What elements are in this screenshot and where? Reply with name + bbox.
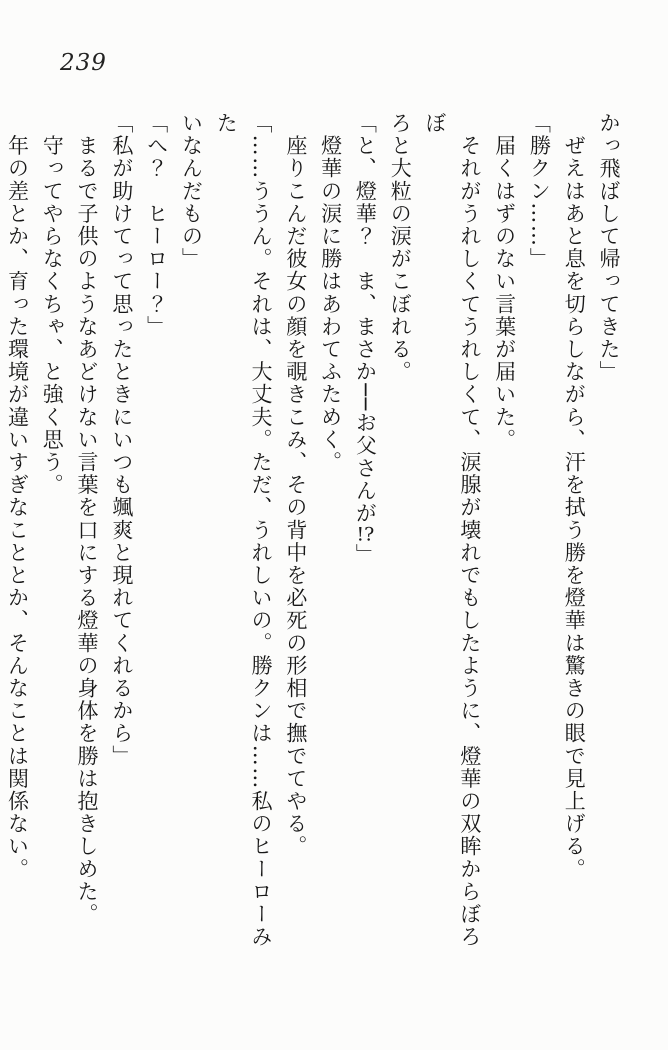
text-line: 「私が助けてって思ったときにいつも颯爽と現れてくれるから」: [109, 112, 134, 768]
text-line: 守ってやらなくちゃ、と強く思う。: [40, 112, 65, 497]
page-number: 239: [60, 50, 107, 76]
text-line: 「と、燈華？ ま、まさか──お父さんが!?」: [353, 112, 378, 567]
text-line: まるで子供のようなあどけない言葉を口にする燈華の身体を勝は抱きしめた。: [75, 112, 100, 926]
tate-chu-yoko-exclamation-question: !?: [356, 524, 375, 544]
text-line: 「勝クン……」: [527, 112, 552, 271]
text-block: [0, 112, 626, 970]
text-line: それがうれしくてうれしくて、涙腺が壊れでもしたように、燈華の双眸からぼろぼ: [423, 112, 482, 949]
text-line: ぜえはあと息を切らしながら、汗を拭う勝を燈華は驚きの眼で見上げる。: [562, 112, 587, 881]
text-line: 燈華の涙に勝はあわてふためく。: [318, 112, 343, 474]
text-line: いなんだもの」: [179, 112, 204, 271]
text-line: 年の差とか、育った環境が違いすぎなこととか、そんなことは関係ない。: [5, 112, 30, 881]
text-line: 座りこんだ彼女の顔を覗きこみ、その背中を必死の形相で撫でてやる。: [283, 112, 308, 858]
text-line: 「……ううん。それは、大丈夫。ただ、うれしいの。勝クンは……私のヒーローみた: [214, 112, 274, 949]
text-line: 「へ？ ヒーロー？」: [144, 112, 169, 338]
text-line: かっ飛ばして帰ってきた」: [597, 112, 621, 384]
text-line: ろと大粒の涙がこぼれる。: [388, 112, 413, 384]
text-line: 届くはずのない言葉が届いた。: [492, 112, 517, 451]
